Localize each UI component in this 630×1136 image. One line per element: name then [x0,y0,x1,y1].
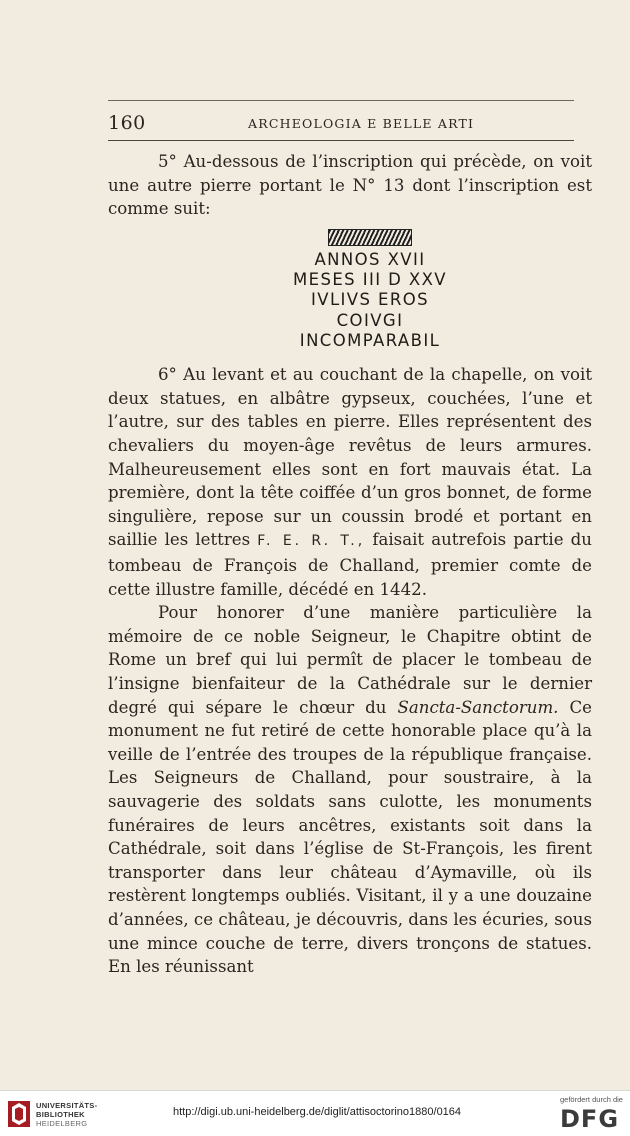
library-name-line: BIBLIOTHEK [36,1110,85,1119]
dfg-logo: DFG [560,1105,620,1133]
running-title: ARCHEOLOGIA E BELLE ARTI [248,116,475,131]
funded-by-label: gefördert durch die [560,1095,623,1104]
library-name [36,1101,97,1128]
library-name-line: HEIDELBERG [36,1119,88,1128]
fert-letters: F. E. R. T., [257,533,366,550]
inscription-line: COIVGI [336,310,404,330]
viewer-footer [0,1090,630,1136]
body-text [108,150,592,979]
paragraph-3 [108,601,592,979]
inscription-line: ANNOS XVII [314,249,426,269]
erased-line-mark [328,229,412,246]
page-number: 160 [108,112,146,134]
inscription-line: MESES III D XXV [293,270,447,290]
header-rule [108,140,574,141]
paragraph-3-part-2: Ce monument ne fut retiré de cette honorable place qu’à la veille de l’entrée des troupes de la république française. Les Seigneurs de Challand, pour soustraire, à la sauvagerie des soldats sans culotte, les monuments funéraires de leurs ancêtres, existants soit dans la Cathédrale, soit dans l’église de St-François, les firent transporter dans leur château d’Aymaville, où ils restèrent longtemps oubliés. Visitant, il y a une douzaine d’années, ce château, je découvris, dans les écuries, sous une mince couche de terre, divers tronçons de statues. En les réunissant [108,697,593,977]
inscription-line: IVLIVS EROS [311,290,429,310]
library-name-line: UNIVERSITÄTS- [36,1101,98,1110]
page-header [108,112,574,136]
sancta-sanctorum: Sancta-Sanctorum. [397,697,559,717]
inscription-line: INCOMPARABIL [299,330,441,350]
paragraph-2 [108,363,592,601]
paragraph-3-part-1: Pour honorer d’une manière particulière la mémoire de ce noble Seigneur, le Chapitre obtint de Rome un bref qui lui permît de placer le tombeau de l’insigne bienfaiteur de la Cathédrale sur le dernier degré qui sépare le chœur du [108,603,592,717]
paragraph-1: 5° Au-dessous de l’inscription qui précède, on voit une autre pierre portant le N° 13 dont l’inscription est comme suit: [108,152,592,219]
permalink-url[interactable]: http://digi.ub.uni-heidelberg.de/diglit/attisoctorino1880/0164 [173,1106,462,1118]
paragraph-2-part-1: 6° Au levant et au couchant de la chapelle, on voit deux statues, en albâtre gypseux, couchées, l’une et l’autre, sur des tables en pierre. Elles représentent des chevaliers du moyen-âge revêtus de leurs armures. Malheureusement elles sont en fort mauvais état. La première, dont la tête coiffée d’un gros bonnet, de forme singulière, repose sur un coussin brodé et portant en saillie les lettres [108,365,592,550]
university-library-logo-icon [6,1097,32,1129]
top-rule [108,100,574,101]
inscription [270,229,470,351]
paragraph-2-part-2: faisait autrefois partie du tombeau de François de Challand, premier comte de cette illustre famille, décédé en 1442. [108,530,592,599]
